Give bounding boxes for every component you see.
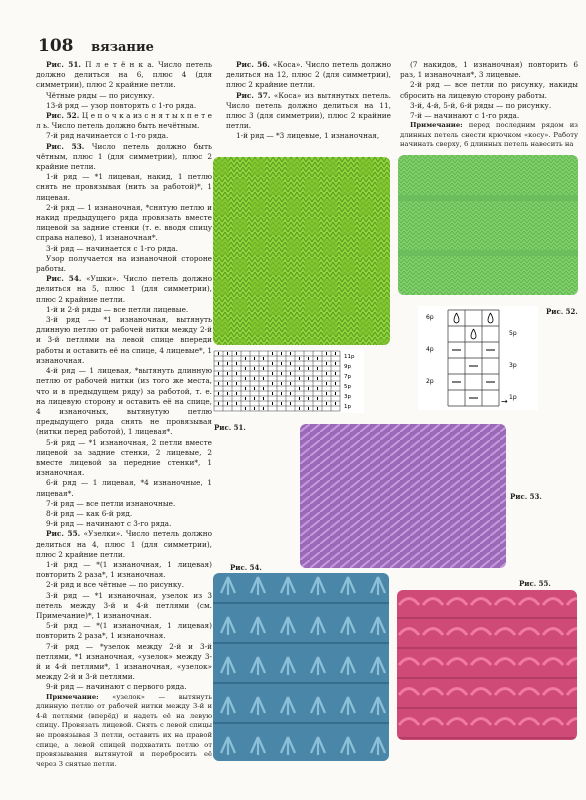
section-title: вязание bbox=[91, 40, 154, 55]
paragraph bbox=[36, 366, 212, 437]
paragraph bbox=[36, 519, 212, 529]
paragraph bbox=[36, 111, 212, 131]
paragraph bbox=[36, 478, 212, 498]
row-label: 11p bbox=[344, 354, 355, 360]
text-column-1 bbox=[36, 60, 212, 769]
row-label-right: 1p bbox=[509, 394, 517, 401]
figure-51-swatch bbox=[213, 157, 390, 345]
paragraph bbox=[36, 560, 212, 580]
paragraph-text: 1-й ряд — *3 лицевые, 1 изнаночная, bbox=[236, 131, 380, 141]
caption-fig-55: Рис. 55. bbox=[519, 579, 551, 588]
paragraph-text: «Ушки». Число петель должно делиться на 5, плюс 1 (для симметрии), плюс 2 крайние петли. bbox=[36, 274, 213, 304]
paragraph-text: 13-й ряд — узор повторять с 1-го ряда. bbox=[46, 100, 197, 110]
slipped-stitch-symbol bbox=[471, 329, 476, 339]
note-lead: Примечание: bbox=[46, 692, 99, 701]
paragraph bbox=[36, 315, 212, 366]
paragraph-text: 4-й ряд — 1 лицевая, *вытянуть длинную петлю от рабочей нитки (из того же места, что и в предыдущем ряду) за работой, т. е. на лицевую сторону и оставить её на спице, 4 изнаночных, вытянутую петлю предыдущего ряда снять не провязывая (нитки перед работой), 1 лицевая*. bbox=[36, 366, 212, 437]
row-label: 1p bbox=[344, 404, 351, 410]
row-label-left: 2p bbox=[426, 378, 434, 385]
caption-fig-53: Рис. 53. bbox=[510, 492, 542, 501]
figure-ref: Рис. 52. bbox=[46, 111, 80, 121]
paragraph bbox=[36, 642, 212, 683]
paragraph-text: 5-й ряд — *(1 изнаночная, 1 лицевая) повторить 2 раза*, 1 изнаночная. bbox=[36, 621, 212, 641]
knit-texture-55 bbox=[397, 590, 577, 740]
paragraph bbox=[36, 142, 212, 173]
paragraph-text: 2-й ряд — все петли по рисунку, накиды сбросить на лицевую сторону работы. bbox=[400, 80, 578, 100]
paragraph bbox=[400, 111, 578, 121]
paragraph bbox=[400, 80, 578, 100]
figure-53-swatch bbox=[300, 424, 506, 568]
figure-ref: Рис. 55. bbox=[46, 529, 81, 539]
chart-52-grid bbox=[418, 306, 538, 410]
caption-fig-54: Рис. 54. bbox=[230, 563, 262, 572]
paragraph bbox=[36, 591, 212, 622]
paragraph bbox=[36, 91, 212, 101]
figure-55-swatch bbox=[397, 590, 577, 740]
paragraph-text: 3-й ряд — *1 изнаночная, узелок из 3 петель между 3-й и 4-й петлями (см. Примечание)*, 1 изнаночная. bbox=[36, 590, 212, 620]
row-label: 3p bbox=[344, 394, 351, 400]
paragraph-text: Чётные ряды — по рисунку. bbox=[46, 90, 155, 100]
paragraph-text: 5-й ряд — *1 изнаночная, 2 петли вместе лицевой за задние стенки, 2 лицевые, 2 вместе лицевой за передние стенки*, 1 изнаночная. bbox=[36, 437, 212, 478]
paragraph-text: 9-й ряд — начинают с первого ряда. bbox=[46, 682, 187, 692]
paragraph-text: 3-й, 4-й, 5-й, 6-й ряды — по рисунку. bbox=[410, 100, 552, 110]
paragraph bbox=[36, 438, 212, 479]
paragraph-text: 6-й ряд — 1 лицевая, *4 изнаночные, 1 лицевая*. bbox=[36, 478, 212, 498]
note-paragraph bbox=[400, 121, 578, 150]
paragraph-text: 1-й и 2-й ряды — все петли лицевые. bbox=[46, 304, 189, 314]
caption-fig-51: Рис. 51. bbox=[214, 423, 246, 432]
paragraph-text: 9-й ряд — начинают с 3-го ряда. bbox=[46, 519, 172, 529]
knit-texture-51 bbox=[213, 157, 390, 345]
figure-ref: Рис. 54. bbox=[46, 274, 82, 284]
paragraph-text: 2-й ряд и все чётные — по рисунку. bbox=[46, 580, 185, 590]
paragraph-text: 3-й ряд — *1 изнаночная, вытянуть длинную петлю от рабочей нитки между 2-й и 3-й петлями на левой спице впереди работы и оставить её на спице, 4 лицевые*, 1 изнаночная. bbox=[36, 315, 212, 365]
paragraph bbox=[36, 131, 212, 141]
paragraph bbox=[36, 172, 212, 203]
paragraph bbox=[36, 580, 212, 590]
paragraph bbox=[36, 60, 212, 91]
paragraph bbox=[36, 509, 212, 519]
paragraph-text: 3-й ряд — начинается с 1-го ряда. bbox=[46, 243, 178, 253]
paragraph-text: Ц е п о ч к а из с н я т ы х п е т е л ь. Число петель должно быть нечётным. bbox=[36, 111, 212, 131]
paragraph bbox=[36, 101, 212, 111]
note-text: перед последним рядом из длинных петель снести крючком «косу». Работу начинать сверху, 6 длинных петель навесить на bbox=[400, 121, 578, 149]
paragraph-text: «Коса». Число петель должно делиться на 12, плюс 2 (для симметрии), плюс 2 крайние петли. bbox=[226, 60, 391, 90]
row-label: 9p bbox=[344, 364, 351, 370]
paragraph-text: 7-й — начинают с 1-го ряда. bbox=[410, 111, 520, 121]
slipped-stitch-symbol bbox=[488, 313, 493, 323]
page-number: 108 bbox=[38, 36, 74, 56]
knit-texture-53 bbox=[300, 424, 506, 568]
paragraph-text: 7-й ряд начинается с 1-го ряда. bbox=[46, 131, 169, 141]
paragraph-text: (7 накидов, 1 изнаночная) повторить 6 раз, 1 изнаночная*, 3 лицевые. bbox=[400, 60, 578, 80]
paragraph-text: Число петель должно быть чётным, плюс 1 (для симметрии), плюс 2 крайние петли. bbox=[36, 141, 212, 172]
paragraph bbox=[226, 91, 391, 132]
paragraph bbox=[400, 60, 578, 80]
paragraph bbox=[36, 203, 212, 244]
paragraph bbox=[36, 682, 212, 692]
note-lead: Примечание: bbox=[410, 121, 463, 130]
paragraph-text: 8-й ряд — как 6-й ряд. bbox=[46, 508, 133, 518]
note-paragraph bbox=[36, 693, 212, 770]
paragraph-text: П л е т ё н к а. Число петель должно делиться на 6, плюс 4 (для симметрии), плюс 2 крайние петли. bbox=[36, 60, 212, 90]
paragraph bbox=[400, 101, 578, 111]
figure-52-swatch bbox=[398, 155, 578, 295]
knit-texture-52 bbox=[398, 155, 578, 295]
paragraph bbox=[36, 529, 212, 560]
figure-ref: Рис. 53. bbox=[46, 141, 85, 151]
paragraph-text: Узор получается на изнаночной стороне работы. bbox=[36, 253, 212, 274]
paragraph bbox=[36, 254, 212, 274]
row-label-right: 5p bbox=[509, 330, 517, 337]
note-text: «узелок» — вытянуть длинную петлю от рабочей нитки между 3-й и 4-й петлями (вперёд) и надеть её на левую спицу. Провязать лицевой. Снять с левой спицы не провязывая 3 петли, оставить их на правой спице, а левой спицей подхватить петлю от провязывания вытянутой и перебросить её через 3 снятые петли. bbox=[36, 692, 212, 768]
figure-ref: Рис. 57. bbox=[236, 90, 271, 100]
figure-54-swatch bbox=[213, 573, 389, 761]
paragraph bbox=[36, 621, 212, 641]
text-column-3 bbox=[400, 60, 578, 150]
paragraph-text: 1-й ряд — *(1 изнаночная, 1 лицевая) повторить 2 раза*, 1 изнаночная. bbox=[36, 559, 212, 580]
row-label-left: 6p bbox=[426, 314, 434, 321]
figure-ref: Рис. 56. bbox=[236, 60, 270, 69]
paragraph bbox=[226, 131, 391, 141]
knit-texture-54 bbox=[213, 573, 389, 761]
figure-51-chart bbox=[212, 349, 364, 413]
paragraph-text: 7-й ряд — все петли изнаночные. bbox=[46, 498, 176, 508]
figure-52-chart bbox=[418, 306, 538, 410]
paragraph bbox=[36, 274, 212, 305]
paragraph-text: 2-й ряд — 1 изнаночная, *снятую петлю и накид предыдущего ряда провязать вместе лицевой за задние стенки (т. е. вводя спицу справа налево), 1 изнаночная*. bbox=[36, 202, 212, 243]
page-header bbox=[38, 36, 154, 56]
paragraph-text: «Коса» из вытянутых петель. Число петель должно делиться на 11, плюс 3 (для симметрии), плюс 2 крайние петли. bbox=[226, 90, 391, 131]
arrow-icon: → bbox=[501, 397, 508, 406]
paragraph bbox=[36, 499, 212, 509]
row-label-left: 4p bbox=[426, 346, 434, 353]
figure-ref: Рис. 51. bbox=[46, 60, 81, 69]
caption-fig-52: Рис. 52. bbox=[546, 307, 578, 316]
row-label: 7p bbox=[344, 374, 351, 380]
row-label: 5p bbox=[344, 384, 351, 390]
paragraph-text: 1-й ряд — *1 лицевая, накид, 1 петлю снять не провязывая (нить за работой)*, 1 лицевая. bbox=[36, 172, 212, 202]
paragraph bbox=[36, 244, 212, 254]
paragraph-text: «Узелки». Число петель должно делиться на 4, плюс 1 (для симметрии), плюс 2 крайние петли. bbox=[36, 529, 212, 559]
chart-51-grid bbox=[212, 349, 364, 413]
paragraph bbox=[226, 60, 391, 91]
paragraph-text: 7-й ряд — *узелок между 2-й и 3-й петлями, *1 изнаночная, «узелок» между 3-й и 4-й петлями*, 1 изнаночная, «узелок» между 2-й и 3-й петлями. bbox=[36, 641, 212, 682]
slipped-stitch-symbol bbox=[454, 313, 459, 323]
row-label-right: 3p bbox=[509, 362, 517, 369]
text-column-2 bbox=[226, 60, 391, 142]
paragraph bbox=[36, 305, 212, 315]
